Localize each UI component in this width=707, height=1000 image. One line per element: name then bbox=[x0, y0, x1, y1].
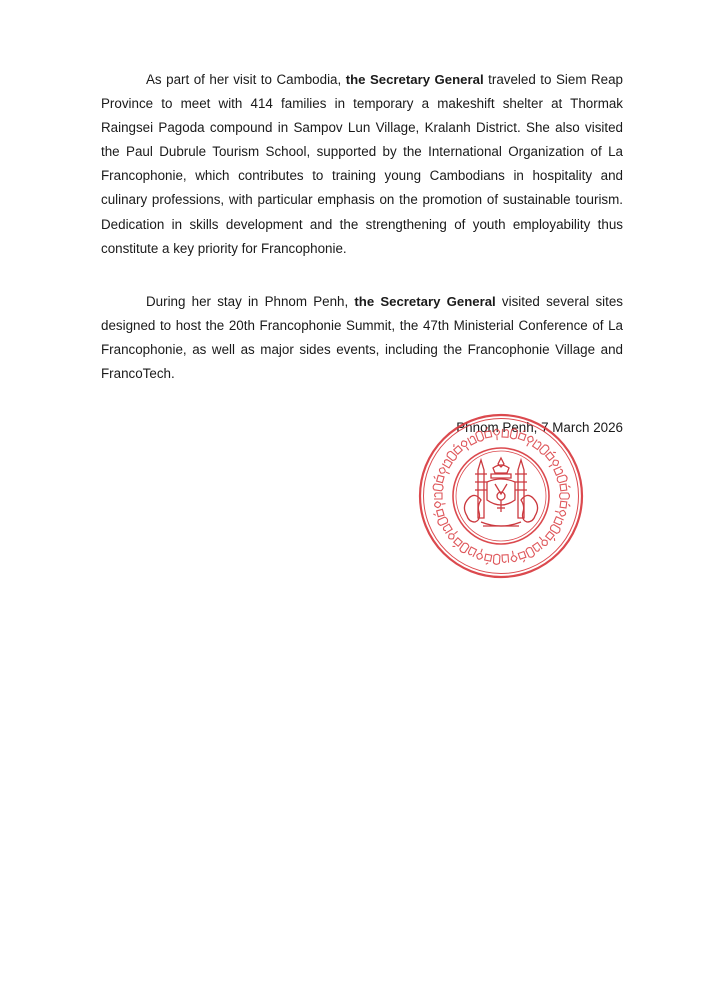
paragraph-2-highlight: the Secretary General bbox=[354, 294, 496, 309]
seal-script-glyph bbox=[437, 517, 449, 526]
paragraph-1-lead: As part of her visit to Cambodia, bbox=[146, 72, 346, 87]
seal-script-glyph bbox=[493, 554, 500, 564]
paragraph-2-rest: visited several sites designed to host the 20th Francophonie Summit, the 47th Ministerial Conference of La Francophonie, as well as major sides events, including the Francophonie Village and FrancoTech. bbox=[101, 294, 623, 382]
seal-inner-ring bbox=[453, 448, 549, 544]
seal-script-glyph bbox=[433, 509, 444, 517]
seal-outer-ring bbox=[420, 415, 582, 577]
paragraph-1-rest: traveled to Siem Reap Province to meet with 414 families in temporary a makeshift shelter at Thormak Raingsei Pagoda compound in Sampov Lun Village, Kralanh District. She also visited the Paul Dubrule Tourism School, supported by the International Organization of La Francophonie, which contributes to training young Cambodians in hospitality and culinary professions, with particular emphasis on the promotion of sustainable tourism. Dedication in skills development and the strengthening of youth employability thus constitute a key priority for Francophonie. bbox=[101, 72, 623, 256]
paragraph-1 bbox=[101, 68, 623, 261]
seal-script-glyph bbox=[533, 440, 543, 450]
seal-script-glyph bbox=[433, 484, 444, 491]
seal-script-glyph bbox=[484, 554, 492, 565]
royal-emblem-icon bbox=[464, 458, 537, 526]
seal-script-glyph bbox=[468, 547, 477, 557]
seal-script-glyph bbox=[433, 474, 444, 482]
paragraph-2 bbox=[101, 290, 623, 386]
seal-script-glyph bbox=[560, 484, 571, 491]
seal-script-glyph bbox=[434, 493, 442, 499]
seal-script-glyph bbox=[518, 429, 527, 440]
seal-script-glyph bbox=[502, 555, 509, 563]
seal-script-glyph bbox=[475, 430, 484, 441]
seal-script-glyph bbox=[557, 475, 568, 483]
official-seal-stamp bbox=[417, 412, 585, 580]
paragraph-1-highlight: the Secretary General bbox=[345, 72, 484, 87]
seal-script-glyph bbox=[560, 493, 570, 499]
seal-script-glyph bbox=[442, 524, 452, 533]
seal-script-glyph bbox=[560, 501, 571, 508]
seal-script-glyph bbox=[533, 542, 543, 552]
seal-script-glyph bbox=[510, 428, 518, 439]
seal-script-glyph bbox=[554, 517, 564, 526]
seal-script-glyph bbox=[434, 501, 446, 508]
seal-script-glyph bbox=[554, 508, 566, 517]
seal-outer-ring-inner bbox=[424, 419, 579, 574]
place-date: Phnom Penh, 7 March 2026 bbox=[456, 420, 623, 435]
seal-script-glyph bbox=[468, 435, 477, 445]
seal-script-glyph bbox=[484, 427, 492, 438]
seal-script-glyph bbox=[554, 467, 564, 476]
seal-script-glyph bbox=[493, 429, 500, 440]
seal-script-glyph bbox=[502, 429, 509, 437]
seal-script-glyph bbox=[442, 459, 452, 468]
seal-script-glyph bbox=[518, 552, 527, 563]
seal-script-glyph bbox=[509, 550, 517, 562]
paragraph-2-lead: During her stay in Phnom Penh, bbox=[146, 294, 355, 309]
